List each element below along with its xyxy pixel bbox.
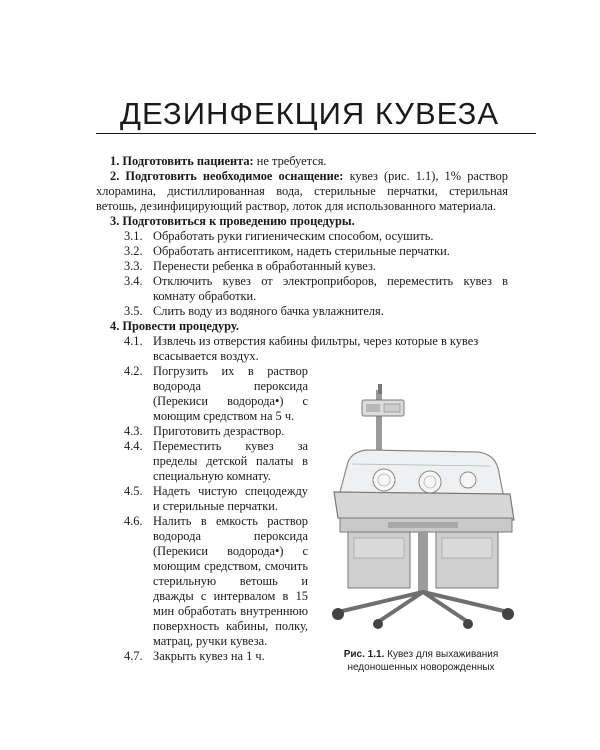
step-number: 4.2. bbox=[124, 364, 143, 378]
section-label: Подготовить необходимое оснащение: bbox=[125, 169, 344, 183]
step-text: Налить в емкость раствор водорода пероксида (Перекиси водорода•) с моющим средством, смочить стерильную ветошь и дважды с интервалом в 15 мин обработать внутреннюю поверхность кабины, полку, матрац, ручки кувеза. bbox=[153, 514, 308, 648]
figure-caption bbox=[326, 648, 516, 674]
step-number: 4.1. bbox=[124, 334, 143, 348]
step-number: 3.3. bbox=[124, 259, 143, 273]
incubator-figure bbox=[318, 380, 528, 630]
section-3 bbox=[96, 214, 508, 229]
step-4-1 bbox=[96, 334, 508, 364]
incubator-illustration bbox=[318, 380, 528, 630]
step-4-2 bbox=[96, 364, 308, 424]
section-number: 4. bbox=[110, 319, 120, 333]
step-number: 3.2. bbox=[124, 244, 143, 258]
section-label: Провести процедуру. bbox=[122, 319, 239, 333]
section-label: Подготовить пациента: bbox=[122, 154, 254, 168]
step-4-4 bbox=[96, 439, 308, 484]
figure-label: Рис. 1.1. bbox=[343, 649, 385, 660]
step-number: 4.5. bbox=[124, 484, 143, 498]
step-text: Приготовить дезраствор. bbox=[153, 424, 285, 438]
step-number: 4.3. bbox=[124, 424, 143, 438]
section-label: Подготовиться к проведению процедуры. bbox=[122, 214, 355, 228]
step-3-1 bbox=[96, 229, 508, 244]
step-number: 4.7. bbox=[124, 649, 143, 663]
section-number: 1. bbox=[110, 154, 120, 168]
section-1 bbox=[96, 154, 508, 169]
step-3-4 bbox=[96, 274, 508, 304]
step-4-3 bbox=[96, 424, 308, 439]
step-4-5 bbox=[96, 484, 308, 514]
step-text: Надеть чистую спецодежду и стерильные перчатки. bbox=[153, 484, 308, 513]
figure-caption-text: Кувез для выхаживания недоношенных новорожденных bbox=[347, 649, 499, 673]
section-text: не требуется. bbox=[253, 154, 327, 168]
section-2 bbox=[96, 169, 508, 214]
step-text: Отключить кувез от электроприборов, переместить кувез в комнату обработки. bbox=[153, 274, 508, 303]
title-underline bbox=[96, 133, 536, 134]
step-3-3 bbox=[96, 259, 508, 274]
step-number: 4.4. bbox=[124, 439, 143, 453]
step-number: 3.5. bbox=[124, 304, 143, 318]
step-text: Переместить кувез за пределы детской палаты в специальную комнату. bbox=[153, 439, 308, 483]
section-4 bbox=[96, 319, 508, 334]
step-text: Перенести ребенка в обработанный кувез. bbox=[153, 259, 376, 273]
step-text: Обработать руки гигиеническим способом, осушить. bbox=[153, 229, 434, 243]
step-3-2 bbox=[96, 244, 508, 259]
step-text: Извлечь из отверстия кабины фильтры, через которые в кувез всасывается воздух. bbox=[153, 334, 479, 363]
section-number: 2. bbox=[110, 169, 120, 183]
step-text: Слить воду из водяного бачка увлажнителя. bbox=[153, 304, 384, 318]
section-text: кувез (рис. 1.1), 1% раствор хлорамина, дистиллированная вода, стерильные перчатки, стерильная ветошь, дезинфицирующий раствор, лоток для использованного материала. bbox=[96, 169, 508, 213]
step-3-5 bbox=[96, 304, 508, 319]
page-title: ДЕЗИНФЕКЦИЯ КУВЕЗА bbox=[120, 96, 500, 131]
step-number: 4.6. bbox=[124, 514, 143, 528]
step-4-6 bbox=[96, 514, 308, 649]
step-text: Погрузить их в раствор водорода пероксида (Перекиси водорода•) с моющим средством на 5 ч. bbox=[153, 364, 308, 423]
step-4-7 bbox=[96, 649, 308, 664]
step-text: Обработать антисептиком, надеть стерильные перчатки. bbox=[153, 244, 450, 258]
step-text: Закрыть кувез на 1 ч. bbox=[153, 649, 265, 663]
step-number: 3.1. bbox=[124, 229, 143, 243]
section-number: 3. bbox=[110, 214, 120, 228]
step-number: 3.4. bbox=[124, 274, 143, 288]
